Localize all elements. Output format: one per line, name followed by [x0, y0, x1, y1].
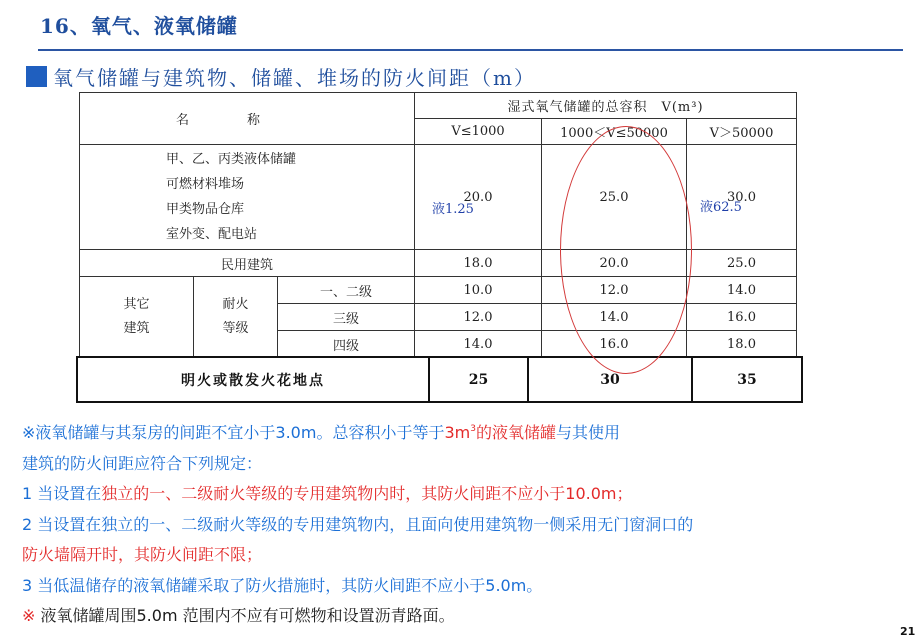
table-cell: 25.0 — [687, 250, 797, 277]
table-cell: 12.0 — [415, 304, 542, 331]
note-text: 的液氧储罐 — [475, 423, 556, 442]
note-line — [22, 601, 917, 632]
note-text: ※ — [22, 606, 36, 625]
note-text: 1 当设置在 — [22, 484, 102, 503]
group1-item: 室外变、配电站 — [166, 227, 258, 242]
table-cell: 20.0 — [415, 145, 542, 250]
section-heading — [26, 62, 536, 91]
section-heading-text: 氧气储罐与建筑物、储罐、堆场的防火间距（m） — [53, 66, 536, 90]
name-header: 名称 — [80, 93, 415, 145]
note-line — [22, 479, 917, 510]
note-text: 独立的一、二级耐火等级的专用建筑物内时，其防火间距不应小于10.0m； — [101, 484, 633, 503]
fire-label-line: 等级 — [222, 321, 249, 336]
table-cell: 25 — [429, 357, 528, 402]
group1-item: 甲类物品仓库 — [166, 202, 245, 217]
note-line: 防火墙隔开时，其防火间距不限； — [22, 545, 263, 564]
slide-title: 16、氧气、液氧储罐 — [40, 14, 238, 38]
table-cell: 25.0 — [542, 145, 687, 250]
note-line: 建筑的防火间距应符合下列规定： — [22, 453, 263, 473]
note-line: 3 当低温储存的液氧储罐采取了防火措施时，其防火间距不应小于5.0m。 — [22, 575, 543, 595]
table-cell: 18.0 — [687, 331, 797, 358]
grade-label: 一、二级 — [278, 277, 415, 304]
square-bullet-icon — [26, 66, 47, 87]
group1-items — [80, 145, 415, 250]
fire-label-line: 耐火 — [222, 297, 249, 312]
volume-header: 湿式氧气储罐的总容积 V(m³) — [415, 93, 797, 119]
notes-block — [22, 414, 917, 632]
table-cell: 10.0 — [415, 277, 542, 304]
civil-building-label: 民用建筑 — [80, 250, 415, 277]
table-cell: 30 — [528, 357, 692, 402]
table-cell: 14.0 — [687, 277, 797, 304]
open-flame-label: 明火或散发火花地点 — [77, 357, 429, 402]
table-cell: 14.0 — [542, 304, 687, 331]
title-divider — [38, 49, 903, 51]
table-cell: 20.0 — [542, 250, 687, 277]
fire-rating-label — [194, 277, 278, 358]
col-header-large: V＞50000 — [687, 119, 797, 145]
annotation-left: 液1.25 — [432, 202, 474, 217]
grade-label: 四级 — [278, 331, 415, 358]
col-header-medium: 1000＜V≤50000 — [542, 119, 687, 145]
other-label-line: 其它 — [123, 297, 150, 312]
group1-item: 甲、乙、丙类液体储罐 — [166, 152, 297, 167]
note-text: 3m — [444, 423, 471, 442]
table-cell: 12.0 — [542, 277, 687, 304]
page-number: 21 — [900, 625, 916, 638]
col-header-small: V≤1000 — [415, 119, 542, 145]
highlight-ellipse — [560, 126, 692, 374]
note-text — [444, 423, 556, 442]
table-cell: 14.0 — [415, 331, 542, 358]
note-text: 3 — [470, 424, 476, 434]
other-label-line: 建筑 — [123, 321, 150, 336]
table-cell: 30.0 — [687, 145, 797, 250]
note-line — [22, 414, 917, 449]
note-text: ※液氧储罐与其泵房的间距不宜小于3.0m。总容积小于等于 — [22, 423, 445, 442]
note-line: 2 当设置在独立的一、二级耐火等级的专用建筑物内，且面向使用建筑物一侧采用无门窗洞口的 — [22, 514, 694, 534]
annotation-right: 液62.5 — [700, 200, 742, 215]
table-cell: 16.0 — [542, 331, 687, 358]
table-cell: 35 — [692, 357, 802, 402]
grade-label: 三级 — [278, 304, 415, 331]
note-text: 与其使用 — [555, 423, 620, 442]
table-cell: 16.0 — [687, 304, 797, 331]
table-cell: 18.0 — [415, 250, 542, 277]
open-flame-table — [76, 356, 803, 403]
group1-item: 可燃材料堆场 — [166, 177, 245, 192]
other-building-label — [80, 277, 194, 358]
note-text: 液氧储罐周围5.0m 范围内不应有可燃物和设置沥青路面。 — [35, 606, 455, 625]
table-row — [77, 357, 802, 402]
